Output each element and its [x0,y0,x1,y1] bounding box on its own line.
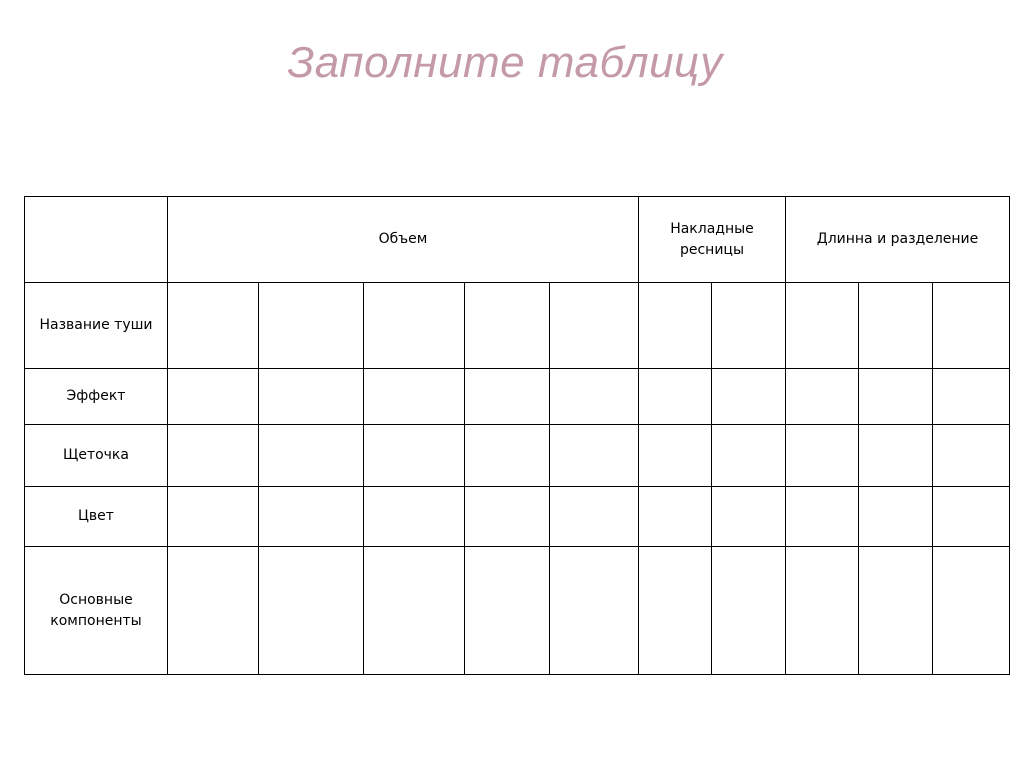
fill-in-table [24,196,1010,675]
empty-cell[interactable] [259,425,364,487]
header-corner-cell [25,197,168,283]
empty-cell[interactable] [859,369,933,425]
empty-cell[interactable] [712,369,786,425]
empty-cell[interactable] [168,283,259,369]
empty-cell[interactable] [859,425,933,487]
empty-cell[interactable] [859,487,933,547]
empty-cell[interactable] [712,487,786,547]
empty-cell[interactable] [786,487,859,547]
empty-cell[interactable] [639,283,712,369]
empty-cell[interactable] [786,369,859,425]
header-volume: Объем [168,197,639,283]
header-length-separation: Длинна и разделение [786,197,1010,283]
row-label-main-components: Основные компоненты [25,547,168,675]
empty-cell[interactable] [550,547,639,675]
table-row [25,425,1010,487]
empty-cell[interactable] [168,487,259,547]
empty-cell[interactable] [712,283,786,369]
empty-cell[interactable] [639,487,712,547]
table-row [25,547,1010,675]
empty-cell[interactable] [168,369,259,425]
empty-cell[interactable] [465,487,550,547]
empty-cell[interactable] [786,425,859,487]
empty-cell[interactable] [168,425,259,487]
empty-cell[interactable] [259,369,364,425]
empty-cell[interactable] [550,487,639,547]
row-label-color: Цвет [25,487,168,547]
empty-cell[interactable] [259,283,364,369]
empty-cell[interactable] [550,369,639,425]
empty-cell[interactable] [364,487,465,547]
empty-cell[interactable] [933,487,1010,547]
empty-cell[interactable] [259,487,364,547]
empty-cell[interactable] [465,425,550,487]
empty-cell[interactable] [639,425,712,487]
row-label-mascara-name: Название туши [25,283,168,369]
empty-cell[interactable] [859,283,933,369]
table-row [25,283,1010,369]
empty-cell[interactable] [364,369,465,425]
empty-cell[interactable] [933,283,1010,369]
empty-cell[interactable] [933,425,1010,487]
row-label-effect: Эффект [25,369,168,425]
header-row [25,197,1010,283]
empty-cell[interactable] [712,547,786,675]
page-title: Заполните таблицу [287,38,723,87]
empty-cell[interactable] [364,283,465,369]
empty-cell[interactable] [364,425,465,487]
empty-cell[interactable] [465,369,550,425]
empty-cell[interactable] [933,369,1010,425]
table-row [25,487,1010,547]
empty-cell[interactable] [550,283,639,369]
empty-cell[interactable] [712,425,786,487]
empty-cell[interactable] [465,547,550,675]
empty-cell[interactable] [259,547,364,675]
empty-cell[interactable] [550,425,639,487]
empty-cell[interactable] [786,283,859,369]
header-false-lashes: Накладные ресницы [639,197,786,283]
empty-cell[interactable] [933,547,1010,675]
empty-cell[interactable] [168,547,259,675]
empty-cell[interactable] [859,547,933,675]
empty-cell[interactable] [364,547,465,675]
empty-cell[interactable] [639,369,712,425]
empty-cell[interactable] [639,547,712,675]
table-row [25,369,1010,425]
row-label-brush: Щеточка [25,425,168,487]
empty-cell[interactable] [465,283,550,369]
empty-cell[interactable] [786,547,859,675]
